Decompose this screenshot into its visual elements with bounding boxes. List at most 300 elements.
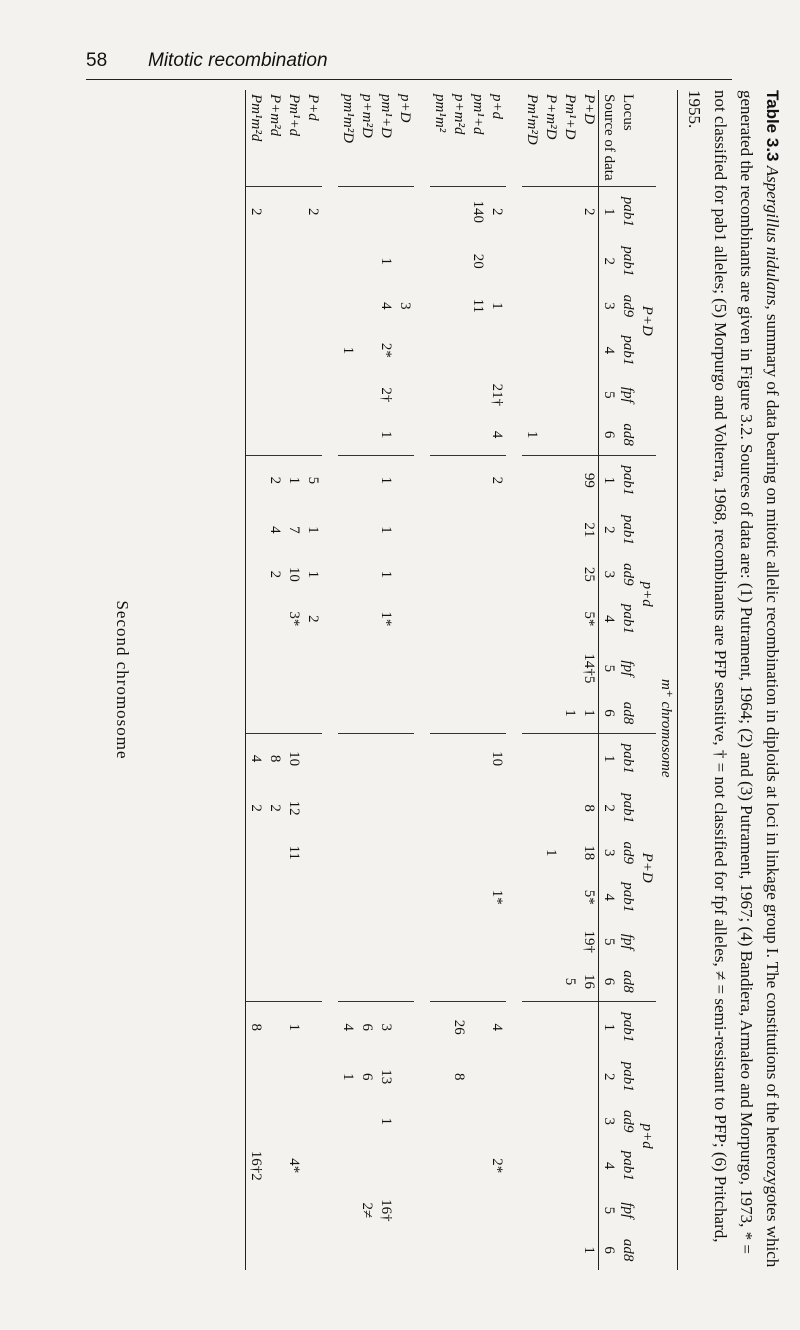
table-cell xyxy=(522,962,541,1002)
table-cell xyxy=(468,783,487,832)
locus-header: pab1 xyxy=(618,733,637,783)
table-cell xyxy=(579,286,599,326)
table-cell: 4 xyxy=(246,733,266,783)
table-cell: 5 xyxy=(303,455,322,505)
table-cell xyxy=(357,644,376,693)
table-row xyxy=(560,90,579,1270)
locus-header: pab1 xyxy=(620,1150,636,1181)
data-table xyxy=(245,90,678,1270)
table-cell xyxy=(449,187,468,237)
table-cell xyxy=(541,286,560,326)
table-cell xyxy=(579,375,599,415)
table-cell: 5* xyxy=(581,889,597,905)
table-cell xyxy=(449,455,468,505)
table-cell xyxy=(579,415,599,455)
table-cell xyxy=(246,594,266,643)
row-label: Pm¹+d xyxy=(286,94,302,137)
table-cell xyxy=(303,783,322,832)
locus-header: pab1 xyxy=(620,246,636,277)
table-cell xyxy=(468,733,487,783)
table-cell: 6 xyxy=(357,1002,376,1052)
table-cell xyxy=(246,455,266,505)
table-cell xyxy=(541,594,560,643)
table-cell xyxy=(468,1052,487,1101)
table-cell xyxy=(246,326,266,375)
table-cell xyxy=(246,1191,266,1231)
table-cell xyxy=(560,1141,579,1190)
table-cell: 140 xyxy=(468,187,487,237)
table-cell xyxy=(541,505,560,554)
table-cell xyxy=(303,415,322,455)
table-cell xyxy=(522,505,541,554)
table-cell: 1 xyxy=(284,1002,303,1052)
table-cell xyxy=(468,505,487,554)
table-cell: 1 xyxy=(489,302,505,310)
table-cell xyxy=(338,1230,357,1270)
table-cell xyxy=(522,833,541,873)
table-cell xyxy=(357,594,376,643)
table-cell xyxy=(284,922,303,962)
table-cell: 4 xyxy=(338,1002,357,1052)
row-label: p+m²d xyxy=(451,94,467,135)
table-cell xyxy=(430,415,449,455)
table-cell xyxy=(487,237,506,286)
row-label: P+m²d xyxy=(267,94,283,137)
table-cell xyxy=(303,326,322,375)
table-cell xyxy=(541,733,560,783)
table-cell xyxy=(468,873,487,922)
table-cell xyxy=(246,1101,266,1141)
table-cell xyxy=(541,237,560,286)
table-cell xyxy=(560,1191,579,1231)
source-header: 5 xyxy=(599,1191,619,1231)
rotated-table-area xyxy=(100,90,800,1300)
table-cell xyxy=(430,187,449,237)
locus-header: ad8 xyxy=(620,423,636,446)
table-cell xyxy=(449,1230,468,1270)
locus-header: pab1 xyxy=(620,514,636,545)
source-header: 6 xyxy=(599,1230,619,1270)
table-cell xyxy=(430,555,449,595)
row-label: P+D xyxy=(581,94,597,125)
table-cell xyxy=(357,237,376,286)
row-label: p+d xyxy=(489,94,505,120)
table-cell xyxy=(487,644,506,693)
table-cell: 1 xyxy=(340,346,356,355)
table-cell: 4 xyxy=(487,1002,506,1052)
table-cell xyxy=(303,1141,322,1190)
table-cell xyxy=(338,237,357,286)
table-cell: 1 xyxy=(378,570,394,579)
table-cell xyxy=(468,1002,487,1052)
table-cell xyxy=(522,783,541,832)
table-cell: 1* xyxy=(378,611,394,627)
table-cell xyxy=(303,922,322,962)
table-cell xyxy=(246,644,266,693)
table-cell xyxy=(468,833,487,873)
table-cell xyxy=(430,326,449,375)
table-cell xyxy=(284,1230,303,1270)
table-cell xyxy=(338,505,357,554)
table-cell: 10 xyxy=(487,733,506,783)
table-cell xyxy=(357,833,376,873)
table-cell xyxy=(265,644,284,693)
table-cell xyxy=(395,237,414,286)
table-cell xyxy=(338,644,357,693)
table-cell xyxy=(265,922,284,962)
table-cell xyxy=(303,1101,322,1141)
table-cell xyxy=(395,594,414,643)
table-cell: 5 xyxy=(562,977,578,986)
table-cell xyxy=(560,783,579,832)
table-cell xyxy=(541,415,560,455)
group-header: p+d xyxy=(637,1002,656,1270)
row-label: pm¹+D xyxy=(378,94,394,138)
table-cell xyxy=(246,962,266,1002)
table-cell xyxy=(449,873,468,922)
table-cell xyxy=(246,505,266,554)
table-cell xyxy=(579,1141,599,1190)
table-cell xyxy=(487,962,506,1002)
table-cell xyxy=(265,1191,284,1231)
table-cell: 1 xyxy=(305,526,321,534)
table-cell xyxy=(449,326,468,375)
locus-header: pab1 xyxy=(618,1002,637,1052)
table-cell xyxy=(338,594,357,643)
table-cell xyxy=(449,594,468,643)
source-header: 5 xyxy=(599,644,619,693)
table-cell xyxy=(449,783,468,832)
source-header: 1 xyxy=(599,455,619,505)
table-cell xyxy=(303,1230,322,1270)
second-chromosome-label: Second chromosome xyxy=(113,600,132,760)
table-cell: 1 xyxy=(378,257,394,266)
table-cell xyxy=(449,693,468,733)
table-cell: 2* xyxy=(378,342,394,358)
source-header: 4 xyxy=(599,873,619,922)
table-row xyxy=(430,90,449,1270)
table-cell xyxy=(541,1191,560,1231)
table-cell: 13 xyxy=(378,1069,394,1085)
table-cell xyxy=(357,873,376,922)
locus-header: ad8 xyxy=(620,970,636,993)
table-cell xyxy=(246,693,266,733)
table-cell xyxy=(468,922,487,962)
table-cell xyxy=(468,415,487,455)
table-cell xyxy=(303,1191,322,1231)
table-cell: 4 xyxy=(378,302,394,310)
table-cell: 2 xyxy=(246,783,266,832)
table-cell xyxy=(284,326,303,375)
table-cell xyxy=(449,922,468,962)
table-cell xyxy=(338,555,357,595)
locus-header: fpf xyxy=(620,1202,636,1219)
table-cell xyxy=(522,286,541,326)
table-cell: 14†5 xyxy=(581,653,597,684)
table-cell xyxy=(265,833,284,873)
locus-header: ad8 xyxy=(620,701,636,725)
table-cell xyxy=(395,375,414,415)
table-cell xyxy=(376,873,395,922)
table-cell: 8 xyxy=(451,1072,467,1081)
table-cell: 26 xyxy=(449,1002,468,1052)
table-cell xyxy=(357,733,376,783)
table-cell xyxy=(522,187,541,237)
table-cell xyxy=(395,922,414,962)
table-row xyxy=(246,90,266,1270)
table-cell xyxy=(449,1191,468,1231)
table-cell xyxy=(560,415,579,455)
table-cell xyxy=(522,693,541,733)
table-cell: 1 xyxy=(543,848,559,857)
group-header: P+D xyxy=(637,733,656,1002)
row-label: pm¹m²D xyxy=(340,94,356,143)
source-header: 2 xyxy=(599,505,619,554)
table-cell: 1 xyxy=(524,430,540,439)
table-cell: 2 xyxy=(487,455,506,505)
locus-header: pab1 xyxy=(620,335,636,366)
table-cell: 7 xyxy=(286,526,302,534)
table-cell xyxy=(541,873,560,922)
table-cell xyxy=(468,1101,487,1141)
table-cell xyxy=(430,833,449,873)
table-cell xyxy=(246,1230,266,1270)
table-cell xyxy=(522,455,541,505)
table-cell xyxy=(430,733,449,783)
table-cell xyxy=(487,1230,506,1270)
table-cell: 1* xyxy=(489,889,505,905)
table-cell xyxy=(303,644,322,693)
table-caption xyxy=(681,90,785,1270)
table-cell xyxy=(560,455,579,505)
table-cell xyxy=(541,693,560,733)
table-cell xyxy=(265,1101,284,1141)
table-cell xyxy=(246,237,266,286)
table-cell xyxy=(560,922,579,962)
table-cell xyxy=(560,237,579,286)
caption-species: Aspergillus nidulans, xyxy=(763,165,782,310)
table-cell xyxy=(487,594,506,643)
table-cell xyxy=(338,455,357,505)
table-cell: 1 xyxy=(305,570,321,579)
table-cell xyxy=(376,733,395,783)
table-cell xyxy=(522,1002,541,1052)
table-cell xyxy=(560,505,579,554)
table-cell xyxy=(246,286,266,326)
table-cell xyxy=(284,1052,303,1101)
table-cell xyxy=(541,1141,560,1190)
table-cell: 19† xyxy=(581,930,597,954)
table-cell: 10 xyxy=(284,733,303,783)
table-cell xyxy=(303,693,322,733)
table-cell: 3 xyxy=(397,302,413,310)
source-header: 6 xyxy=(599,415,619,455)
table-cell xyxy=(376,833,395,873)
table-cell xyxy=(357,922,376,962)
table-row xyxy=(284,90,303,1270)
table-cell xyxy=(560,873,579,922)
table-cell xyxy=(541,1101,560,1141)
table-cell: 1 xyxy=(284,455,303,505)
table-cell xyxy=(338,1191,357,1231)
table-cell: 1 xyxy=(378,526,394,534)
source-header: 3 xyxy=(599,555,619,595)
table-cell xyxy=(395,644,414,693)
table-cell xyxy=(430,644,449,693)
table-cell xyxy=(430,1230,449,1270)
table-cell: 1 xyxy=(581,709,597,717)
table-cell xyxy=(284,375,303,415)
table-cell xyxy=(265,1230,284,1270)
table-cell xyxy=(468,1191,487,1231)
table-cell: 3 xyxy=(376,1002,395,1052)
table-cell xyxy=(357,415,376,455)
table-cell xyxy=(303,833,322,873)
table-cell xyxy=(303,237,322,286)
row-label: P+d xyxy=(305,94,321,121)
table-cell: 12 xyxy=(286,800,302,816)
table-cell xyxy=(468,644,487,693)
source-header: 4 xyxy=(599,326,619,375)
table-cell xyxy=(357,962,376,1002)
table-cell xyxy=(522,237,541,286)
table-cell xyxy=(468,594,487,643)
table-cell: 11 xyxy=(286,845,302,860)
table-cell xyxy=(579,1101,599,1141)
table-cell xyxy=(541,922,560,962)
table-cell xyxy=(560,1052,579,1101)
table-cell xyxy=(376,1230,395,1270)
table-cell xyxy=(579,733,599,783)
source-header: 4 xyxy=(599,1141,619,1190)
table-cell xyxy=(430,962,449,1002)
locus-header: pab1 xyxy=(618,455,637,505)
source-header: 1 xyxy=(599,187,619,237)
table-cell xyxy=(522,644,541,693)
table-cell xyxy=(265,594,284,643)
locus-header: ad9 xyxy=(620,563,636,586)
table-cell xyxy=(376,1141,395,1190)
source-header: 2 xyxy=(599,783,619,832)
table-cell xyxy=(522,1230,541,1270)
table-cell xyxy=(560,644,579,693)
table-cell xyxy=(395,1230,414,1270)
table-cell: 25 xyxy=(581,566,597,582)
table-cell xyxy=(265,326,284,375)
table-row xyxy=(265,90,284,1270)
table-cell xyxy=(449,1101,468,1141)
table-cell xyxy=(265,873,284,922)
table-cell xyxy=(376,783,395,832)
table-cell xyxy=(357,455,376,505)
table-cell xyxy=(487,1052,506,1101)
table-cell xyxy=(265,187,284,237)
table-cell xyxy=(449,555,468,595)
table-cell xyxy=(541,1002,560,1052)
source-header: 3 xyxy=(599,833,619,873)
table-cell xyxy=(487,1191,506,1231)
table-cell xyxy=(468,962,487,1002)
table-cell xyxy=(487,783,506,832)
group-header: p+d xyxy=(637,455,656,733)
table-cell xyxy=(338,962,357,1002)
table-cell xyxy=(265,1052,284,1101)
table-cell xyxy=(395,415,414,455)
table-cell xyxy=(449,733,468,783)
table-cell xyxy=(284,644,303,693)
row-label: Pm¹m²d xyxy=(246,90,266,187)
table-cell xyxy=(357,286,376,326)
table-cell xyxy=(265,962,284,1002)
table-cell xyxy=(303,733,322,783)
table-cell xyxy=(395,455,414,505)
table-cell xyxy=(284,1101,303,1141)
table-cell xyxy=(395,733,414,783)
table-cell xyxy=(303,1002,322,1052)
table-cell xyxy=(338,783,357,832)
source-header: 6 xyxy=(599,693,619,733)
table-cell: 16†2 xyxy=(246,1141,266,1190)
table-cell xyxy=(468,326,487,375)
table-cell xyxy=(430,873,449,922)
table-cell xyxy=(284,1191,303,1231)
table-cell xyxy=(468,1141,487,1190)
table-cell xyxy=(560,733,579,783)
table-cell: 10 xyxy=(286,566,302,582)
table-cell xyxy=(522,555,541,595)
table-cell xyxy=(376,922,395,962)
table-cell: 2≠ xyxy=(359,1202,375,1219)
table-cell xyxy=(579,1052,599,1101)
table-cell xyxy=(449,1141,468,1190)
table-cell xyxy=(560,594,579,643)
source-header: 2 xyxy=(599,1052,619,1101)
table-cell xyxy=(430,237,449,286)
table-cell xyxy=(487,1101,506,1141)
table-cell xyxy=(560,833,579,873)
table-cell xyxy=(357,693,376,733)
row-label: Pm¹+D xyxy=(562,94,578,140)
table-cell xyxy=(522,873,541,922)
table-cell: 2 xyxy=(267,804,283,812)
table-cell xyxy=(395,693,414,733)
locus-header: ad9 xyxy=(620,294,636,318)
group-header: P+D xyxy=(637,187,656,456)
table-row xyxy=(468,90,487,1270)
table-cell xyxy=(303,375,322,415)
table-cell xyxy=(579,1002,599,1052)
table-cell xyxy=(541,555,560,595)
table-cell xyxy=(395,1141,414,1190)
table-cell: 2 xyxy=(303,187,322,237)
table-cell xyxy=(541,1052,560,1101)
table-cell: 11 xyxy=(470,298,486,314)
table-cell xyxy=(430,1052,449,1101)
row-label: P+m²D xyxy=(543,94,559,140)
table-cell xyxy=(357,505,376,554)
table-cell: 2 xyxy=(305,615,321,623)
table-cell xyxy=(303,873,322,922)
table-cell: 21† xyxy=(489,383,505,407)
table-row xyxy=(338,90,357,1270)
table-cell xyxy=(522,1101,541,1141)
locus-header: pab1 xyxy=(620,793,636,824)
table-cell xyxy=(265,286,284,326)
table-cell xyxy=(357,1141,376,1190)
table-cell xyxy=(376,693,395,733)
table-cell xyxy=(395,326,414,375)
table-cell xyxy=(541,962,560,1002)
